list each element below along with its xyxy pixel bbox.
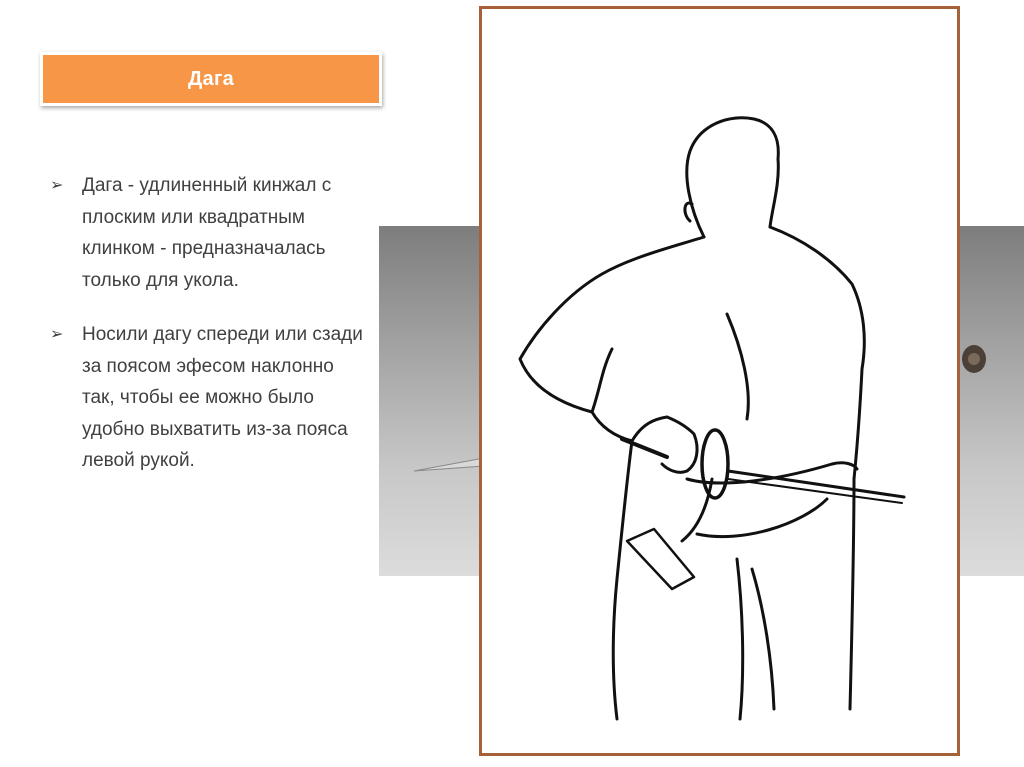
title-fill (43, 55, 379, 103)
illustration-frame (479, 6, 960, 756)
slide-title: Дага (187, 67, 235, 90)
title-box (40, 52, 382, 106)
bullet-text: Дага - удлиненный кинжал с плоским или квадратным клинком - предназначалась только для укола. (82, 175, 332, 291)
arrow-bullet-icon: ➢ (50, 326, 64, 343)
swordsman-drawing (482, 9, 957, 753)
arrow-bullet-icon: ➢ (50, 177, 64, 194)
bullet-item (50, 319, 370, 477)
bullet-text: Носили дагу спереди или сзади за поясом эфесом наклонно так, чтобы ее можно было удобно выхватить из-за пояса левой рукой. (82, 324, 363, 471)
bullet-list (50, 170, 370, 477)
bullet-item (50, 170, 370, 296)
